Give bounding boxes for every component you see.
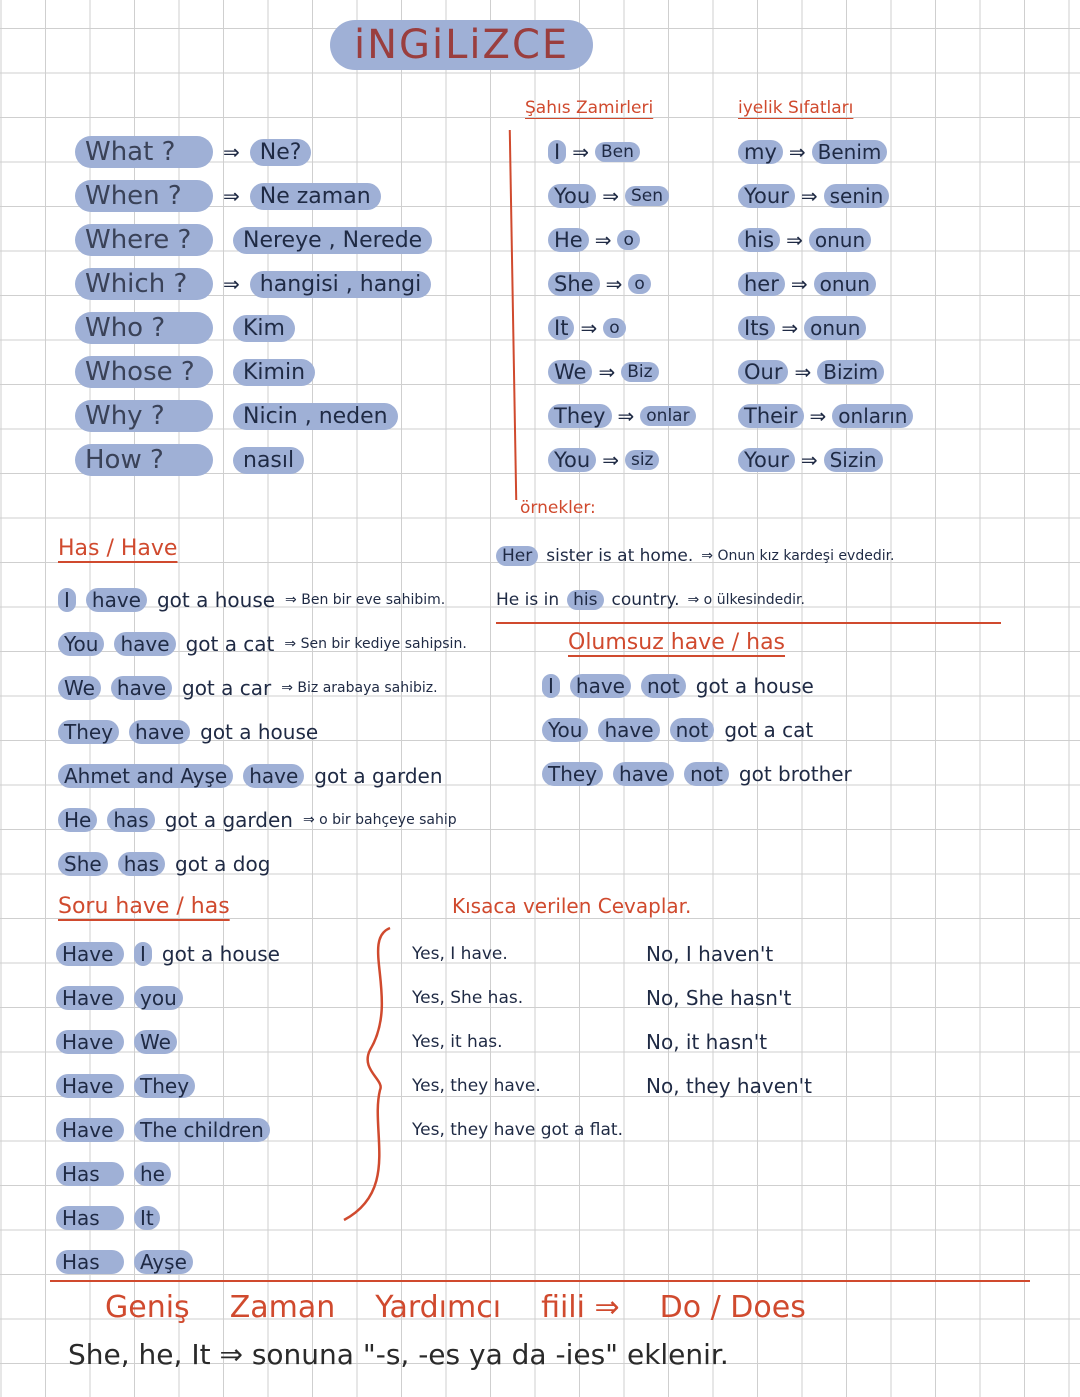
short-answers-heading-wrap <box>452 894 691 918</box>
question-form-list <box>56 932 376 1284</box>
pronoun-row <box>548 350 728 394</box>
pronoun-tr: Ben <box>595 142 640 162</box>
pronoun-en: You <box>548 184 596 208</box>
possessive-en: Your <box>738 448 795 472</box>
question-en: Why ? <box>75 400 213 432</box>
question-form-heading: Soru have / has <box>58 894 230 919</box>
question-form-heading-wrap <box>58 894 230 919</box>
title-word: Geniş <box>105 1290 190 1325</box>
negation: not <box>684 762 729 786</box>
has-have-row <box>58 666 518 710</box>
pronoun-row <box>548 130 728 174</box>
question-en: Where ? <box>75 224 213 256</box>
possessives-section <box>738 98 938 118</box>
verb: has <box>107 808 154 832</box>
pronoun-tr: o <box>628 274 650 294</box>
examples-heading: örnekler: <box>520 498 596 518</box>
rest: got brother <box>738 762 852 786</box>
question-en: How ? <box>75 444 213 476</box>
question-form-row <box>56 1152 376 1196</box>
bottom-rule: She, he, It ⇒ sonuna "-s, -es ya da -ies" eklenir. <box>68 1338 729 1371</box>
subject: You <box>58 632 104 656</box>
arrow: ⇒ <box>790 272 808 296</box>
question-tr: Kim <box>233 315 295 342</box>
possessive-tr: onun <box>809 228 871 252</box>
auxiliary: Have <box>56 1118 124 1142</box>
subject: He <box>58 808 97 832</box>
bottom-rule-wrap <box>68 1338 729 1371</box>
translation: ⇒ Ben bir eve sahibim. <box>285 592 446 608</box>
question-tr: nasıl <box>233 447 304 474</box>
question-en: What ? <box>75 136 213 168</box>
examples-list <box>496 534 1016 622</box>
bottom-divider <box>50 1280 1030 1282</box>
negative-row <box>542 752 982 796</box>
verb: have <box>114 632 175 656</box>
has-have-heading-wrap <box>58 536 177 561</box>
possessive-en: Our <box>738 360 788 384</box>
yes-answer-text: Yes, She has. <box>412 988 524 1008</box>
title-word: Yardımcı <box>375 1290 502 1325</box>
pronoun-en: You <box>548 448 596 472</box>
subject: The children <box>134 1118 270 1142</box>
yes-answers <box>412 932 642 1152</box>
yes-answer-text: Yes, they have. <box>412 1076 541 1096</box>
verb: have <box>86 588 147 612</box>
subject: She <box>58 852 108 876</box>
no-answer-text: No, She hasn't <box>646 986 792 1010</box>
subject: you <box>134 986 183 1010</box>
subject: Ayşe <box>134 1250 193 1274</box>
arrow: ⇒ <box>602 184 619 208</box>
pronoun-en: He <box>548 228 589 252</box>
translation: ⇒ Sen bir kediye sahipsin. <box>284 636 467 652</box>
arrow: ⇒ <box>223 272 240 296</box>
pronoun-row <box>548 218 728 262</box>
negative-row <box>542 708 982 752</box>
yes-answer <box>412 1020 642 1064</box>
rest: got a cat <box>185 632 275 656</box>
negative-heading-wrap <box>568 630 785 655</box>
possessive-tr: Benim <box>812 140 888 164</box>
question-form-row <box>56 932 376 976</box>
negation: not <box>670 718 715 742</box>
question-row <box>75 130 495 174</box>
arrow: ⇒ <box>594 228 612 252</box>
example-text: sister is at home. <box>546 546 694 566</box>
verb: has <box>118 852 165 876</box>
possessive-row <box>738 394 948 438</box>
page-title: iNGiLiZCE <box>330 20 593 70</box>
question-en: Who ? <box>75 312 213 344</box>
rest: got a dog <box>175 852 271 876</box>
question-tr: hangisi , hangi <box>250 271 431 298</box>
verb: have <box>111 676 172 700</box>
pronouns-section <box>525 98 715 118</box>
verb: have <box>613 762 674 786</box>
arrow: ⇒ <box>786 228 803 252</box>
subject: I <box>58 588 76 612</box>
arrow: ⇒ <box>809 404 827 428</box>
example-tr: ⇒ o ülkesindedir. <box>687 592 805 608</box>
pronoun-row <box>548 394 728 438</box>
has-have-row <box>58 754 518 798</box>
pronoun-tr: Sen <box>625 186 669 206</box>
negative-list <box>542 664 982 796</box>
auxiliary: Has <box>56 1250 124 1274</box>
example-tr: ⇒ Onun kız kardeşi evdedir. <box>701 548 895 564</box>
negative-heading: Olumsuz have / has <box>568 630 786 655</box>
has-have-row <box>58 842 518 886</box>
possessive-en: Its <box>738 316 775 340</box>
rest: got a cat <box>724 718 814 742</box>
subject: he <box>134 1162 171 1186</box>
pronoun-tr: onlar <box>640 406 695 426</box>
possessive-en: his <box>738 228 780 252</box>
question-form-row <box>56 976 376 1020</box>
question-row <box>75 262 495 306</box>
no-answer <box>646 932 876 976</box>
arrow: ⇒ <box>781 316 799 340</box>
question-row <box>75 174 495 218</box>
arrow: ⇒ <box>602 448 619 472</box>
possessive-tr: onların <box>832 404 913 428</box>
no-answer <box>646 1064 876 1108</box>
has-have-heading: Has / Have <box>58 536 178 561</box>
question-form-row <box>56 1020 376 1064</box>
question-row <box>75 350 495 394</box>
no-answers <box>646 932 876 1108</box>
pronoun-en: We <box>548 360 592 384</box>
arrow: ⇒ <box>617 404 635 428</box>
rest: got a garden <box>314 764 443 788</box>
yes-answer <box>412 1108 642 1152</box>
question-tr: Ne? <box>250 139 312 166</box>
yes-answer <box>412 1064 642 1108</box>
rest: got a house <box>161 942 280 966</box>
example-highlight: his <box>567 590 603 610</box>
verb: have <box>243 764 304 788</box>
title-word: Zaman <box>229 1290 336 1325</box>
example-text: country. <box>611 590 680 610</box>
bottom-title-row <box>105 1290 806 1325</box>
question-en: Whose ? <box>75 356 213 388</box>
auxiliary: Have <box>56 1074 124 1098</box>
no-answer-text: No, they haven't <box>646 1074 813 1098</box>
possessive-tr: onun <box>804 316 866 340</box>
subject: I <box>134 942 152 966</box>
arrow: ⇒ <box>788 140 806 164</box>
possessive-row <box>738 306 948 350</box>
question-words <box>75 130 495 482</box>
pronoun-tr: siz <box>625 450 660 470</box>
page-title-wrap <box>330 22 593 68</box>
short-answers-heading: Kısaca verilen Cevaplar. <box>452 894 692 918</box>
pronoun-tr: o <box>603 318 625 338</box>
question-form-row <box>56 1240 376 1284</box>
has-have-row <box>58 622 518 666</box>
auxiliary: Has <box>56 1206 124 1230</box>
subject: I <box>542 674 560 698</box>
pronoun-row <box>548 438 728 482</box>
subject: They <box>134 1074 195 1098</box>
pronouns-list <box>548 130 728 482</box>
verb: have <box>129 720 190 744</box>
possessive-en: her <box>738 272 785 296</box>
subject: We <box>58 676 101 700</box>
subject: We <box>134 1030 177 1054</box>
pronoun-en: They <box>548 404 612 428</box>
example-highlight: Her <box>496 546 538 566</box>
arrow: ⇒ <box>794 360 812 384</box>
example-pre: He is in <box>496 590 560 610</box>
pronoun-row <box>548 306 728 350</box>
possessive-tr: senin <box>824 184 890 208</box>
question-tr: Kimin <box>233 359 315 386</box>
pronoun-tr: o <box>617 230 639 250</box>
arrow: ⇒ <box>598 360 616 384</box>
rest: got a house <box>695 674 814 698</box>
arrow: ⇒ <box>223 140 240 164</box>
verb: have <box>598 718 659 742</box>
rest: got a garden <box>164 808 293 832</box>
has-have-row <box>58 578 518 622</box>
arrow: ⇒ <box>223 184 240 208</box>
example-row <box>496 578 1016 622</box>
possessive-en: my <box>738 140 783 164</box>
possessive-row <box>738 174 948 218</box>
yes-answer <box>412 932 642 976</box>
rest: got a car <box>182 676 272 700</box>
question-row <box>75 306 495 350</box>
subject: It <box>134 1206 160 1230</box>
examples-heading-wrap <box>520 498 596 518</box>
question-row <box>75 394 495 438</box>
arrow: ⇒ <box>572 140 589 164</box>
possessive-row <box>738 262 948 306</box>
subject: Ahmet and Ayşe <box>58 764 233 788</box>
pronoun-en: It <box>548 316 574 340</box>
subject: They <box>542 762 603 786</box>
question-form-row <box>56 1108 376 1152</box>
auxiliary: Has <box>56 1162 124 1186</box>
verb: have <box>570 674 631 698</box>
negation: not <box>641 674 686 698</box>
example-row <box>496 534 1016 578</box>
arrow: ⇒ <box>800 184 818 208</box>
translation: ⇒ o bir bahçeye sahip <box>302 812 457 828</box>
rest: got a house <box>200 720 319 744</box>
has-have-row <box>58 710 518 754</box>
no-answer <box>646 976 876 1020</box>
rest: got a house <box>156 588 276 612</box>
yes-answer-text: Yes, I have. <box>412 944 508 964</box>
possessive-tr: Sizin <box>824 448 883 472</box>
translation: ⇒ Biz arabaya sahibiz. <box>281 680 438 696</box>
question-tr: Nereye , Nerede <box>233 227 432 254</box>
question-tr: Ne zaman <box>250 183 381 210</box>
subject: You <box>542 718 588 742</box>
auxiliary: Have <box>56 1030 124 1054</box>
auxiliary: Have <box>56 942 124 966</box>
yes-answer-text: Yes, they have got a flat. <box>412 1120 624 1140</box>
question-form-row <box>56 1064 376 1108</box>
question-en: When ? <box>75 180 213 212</box>
question-row <box>75 218 495 262</box>
question-form-row <box>56 1196 376 1240</box>
possessive-row <box>738 438 948 482</box>
curly-brace-icon <box>330 920 410 1230</box>
subject: They <box>58 720 119 744</box>
examples-underline <box>496 622 1001 624</box>
pronoun-en: She <box>548 272 600 296</box>
title-word: Do / Does <box>659 1290 806 1325</box>
bottom-title <box>105 1290 806 1325</box>
pronoun-en: I <box>548 140 566 164</box>
pronoun-row <box>548 174 728 218</box>
negative-row <box>542 664 982 708</box>
arrow: ⇒ <box>580 316 598 340</box>
pronoun-row <box>548 262 728 306</box>
yes-answer <box>412 976 642 1020</box>
arrow: ⇒ <box>800 448 818 472</box>
has-have-list <box>58 578 518 886</box>
no-answer-text: No, it hasn't <box>646 1030 768 1054</box>
question-tr: Nicin , neden <box>233 403 398 430</box>
question-row <box>75 438 495 482</box>
possessive-en: Their <box>738 404 804 428</box>
no-answer-text: No, I haven't <box>646 942 774 966</box>
has-have-row <box>58 798 518 842</box>
possessives-heading: iyelik Sıfatları <box>738 98 854 118</box>
arrow: ⇒ <box>605 272 623 296</box>
auxiliary: Have <box>56 986 124 1010</box>
possessive-row <box>738 218 948 262</box>
question-en: Which ? <box>75 268 213 300</box>
possessives-list <box>738 130 948 482</box>
possessive-tr: Bizim <box>817 360 884 384</box>
possessive-row <box>738 350 948 394</box>
pronoun-tr: Biz <box>621 362 658 382</box>
no-answer <box>646 1020 876 1064</box>
pronouns-heading: Şahıs Zamirleri <box>525 98 654 118</box>
possessive-row <box>738 130 948 174</box>
title-word: fiili ⇒ <box>541 1290 620 1325</box>
possessive-tr: onun <box>814 272 876 296</box>
yes-answer-text: Yes, it has. <box>412 1032 503 1052</box>
possessive-en: Your <box>738 184 795 208</box>
